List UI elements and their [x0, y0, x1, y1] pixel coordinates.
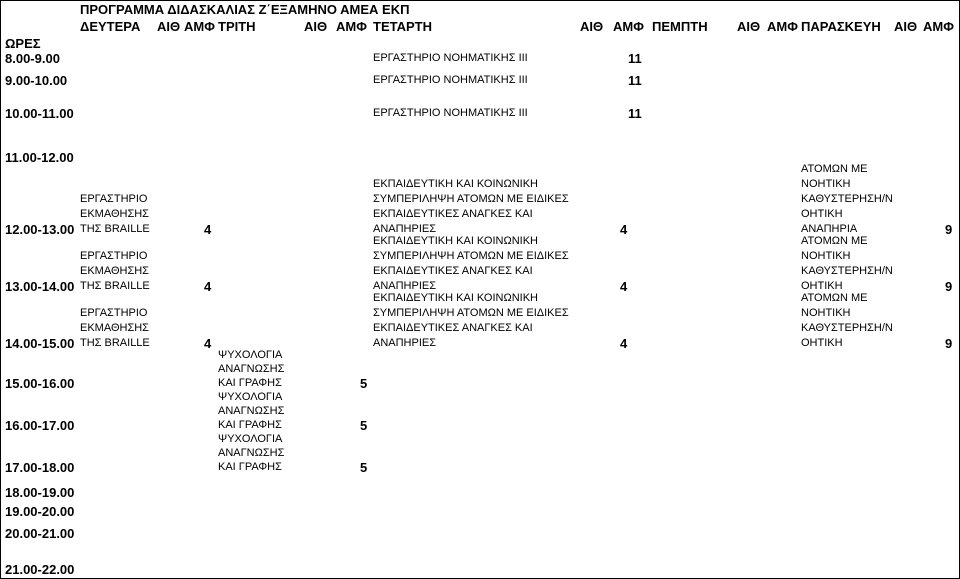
- course-line: ΚΑΘΥΣΤΕΡΗΣΗ/Ν: [801, 265, 893, 277]
- room-number: 4: [204, 279, 212, 294]
- header-mon-amph: ΑΜΦ: [184, 19, 215, 34]
- room-number: 11: [628, 51, 642, 66]
- grid-line: [0, 0, 960, 1]
- course-name: ΕΡΓΑΣΤΗΡΙΟ ΝΟΗΜΑΤΙΚΗΣ ΙΙΙ: [373, 107, 528, 119]
- room-number: 4: [204, 222, 212, 237]
- room-number: 4: [620, 336, 628, 351]
- room-number: 9: [945, 222, 953, 237]
- time-label: 21.00-22.00: [5, 562, 75, 577]
- course-line: ΑΝΑΠΗΡΙΕΣ: [373, 337, 437, 349]
- time-label: 15.00-16.00: [5, 376, 75, 391]
- course-line: ΑΤΟΜΩΝ ΜΕ: [801, 235, 868, 247]
- room-number: 11: [628, 106, 642, 121]
- time-label: 20.00-21.00: [5, 526, 75, 541]
- course-line: ΚΑΘΥΣΤΕΡΗΣΗ/Ν: [801, 322, 893, 334]
- time-label: 10.00-11.00: [5, 106, 74, 121]
- time-label: 14.00-15.00: [5, 336, 75, 351]
- course-line: ΑΝΑΠΗΡΙΕΣ: [373, 280, 437, 292]
- course-line: ΕΡΓΑΣΤΗΡΙΟ: [80, 193, 148, 205]
- course-line: ΕΚΠΑΙΔΕΥΤΙΚΗ ΚΑΙ ΚΟΙΝΩΝΙΚΗ: [373, 292, 538, 304]
- time-label: 8.00-9.00: [5, 51, 60, 66]
- course-line: ΣΥΜΠΕΡΙΛΗΨΗ ΑΤΟΜΩΝ ΜΕ ΕΙΔΙΚΕΣ: [373, 307, 569, 319]
- room-number: 5: [360, 418, 368, 433]
- page-title: ΠΡΟΓΡΑΜΜΑ ΔΙΔΑΣΚΑΛΙΑΣ Ζ΄ΕΞΑΜΗΝΟ ΑΜΕΑ ΕΚΠ: [80, 2, 410, 17]
- header-monday: ΔΕΥΤΕΡΑ: [80, 19, 141, 34]
- course-line: ΚΑΘΥΣΤΕΡΗΣΗ/Ν: [801, 193, 893, 205]
- header-thursday: ΠΕΜΠΤΗ: [652, 19, 708, 34]
- course-line: ΕΚΜΑΘΗΣΗΣ: [80, 208, 149, 220]
- course-line: ΕΚΠΑΙΔΕΥΤΙΚΕΣ ΑΝΑΓΚΕΣ ΚΑΙ: [373, 208, 533, 220]
- header-tue-amph: ΑΜΦ: [336, 19, 367, 34]
- course-line: ΝΟΗΤΙΚΗ: [801, 178, 851, 190]
- course-line: ΕΡΓΑΣΤΗΡΙΟ: [80, 307, 148, 319]
- header-thu-room: ΑΙΘ: [737, 19, 761, 34]
- course-line: ΝΟΗΤΙΚΗ: [801, 250, 851, 262]
- course-line: ΑΝΑΠΗΡΙΕΣ: [373, 223, 437, 235]
- room-number: 4: [620, 279, 628, 294]
- room-number: 4: [204, 336, 212, 351]
- time-label: 9.00-10.00: [5, 73, 68, 88]
- time-label: 19.00-20.00: [5, 504, 75, 519]
- header-wed-room: ΑΙΘ: [580, 19, 604, 34]
- header-wed-amph: ΑΜΦ: [613, 19, 644, 34]
- course-line: ΟΗΤΙΚΗ: [801, 208, 843, 220]
- course-line: ΕΚΠΑΙΔΕΥΤΙΚΕΣ ΑΝΑΓΚΕΣ ΚΑΙ: [373, 322, 533, 334]
- header-wednesday: ΤΕΤΑΡΤΗ: [373, 19, 432, 34]
- course-line: ΨΥΧΟΛΟΓΙΑ: [218, 349, 283, 361]
- course-line: ΚΑΙ ΓΡΑΦΗΣ: [218, 461, 282, 473]
- header-tuesday: ΤΡΙΤΗ: [218, 19, 256, 34]
- course-name: ΕΡΓΑΣΤΗΡΙΟ ΝΟΗΜΑΤΙΚΗΣ ΙΙΙ: [373, 74, 528, 86]
- header-mon-room: ΑΙΘ: [157, 19, 181, 34]
- course-line: ΕΚΠΑΙΔΕΥΤΙΚΕΣ ΑΝΑΓΚΕΣ ΚΑΙ: [373, 265, 533, 277]
- course-line: ΚΑΙ ΓΡΑΦΗΣ: [218, 419, 282, 431]
- course-line: ΑΝΑΓΝΩΣΗΣ: [218, 363, 285, 375]
- header-tue-room: ΑΙΘ: [304, 19, 328, 34]
- room-number: 5: [360, 460, 368, 475]
- hours-label: ΩΡΕΣ: [5, 36, 41, 51]
- room-number: 9: [945, 336, 953, 351]
- course-line: ΟΗΤΙΚΗ: [801, 280, 843, 292]
- course-line: ΝΟΗΤΙΚΗ: [801, 307, 851, 319]
- course-line: ΤΗΣ BRAILLE: [80, 280, 150, 292]
- course-line: ΕΚΠΑΙΔΕΥΤΙΚΗ ΚΑΙ ΚΟΙΝΩΝΙΚΗ: [373, 235, 538, 247]
- room-number: 11: [628, 73, 642, 88]
- room-number: 5: [360, 376, 368, 391]
- course-line: ΣΥΜΠΕΡΙΛΗΨΗ ΑΤΟΜΩΝ ΜΕ ΕΙΔΙΚΕΣ: [373, 193, 569, 205]
- time-label: 17.00-18.00: [5, 460, 75, 475]
- header-friday: ΠΑΡΑΣΚΕΥΗ: [801, 19, 881, 34]
- course-line: ΕΚΜΑΘΗΣΗΣ: [80, 322, 149, 334]
- time-label: 18.00-19.00: [5, 485, 75, 500]
- course-line: ΑΝΑΓΝΩΣΗΣ: [218, 447, 285, 459]
- grid-line: [0, 0, 1, 579]
- course-line: ΑΝΑΠΗΡΙΑ: [801, 223, 858, 235]
- course-line: ΑΝΑΓΝΩΣΗΣ: [218, 405, 285, 417]
- course-line: ΕΚΠΑΙΔΕΥΤΙΚΗ ΚΑΙ ΚΟΙΝΩΝΙΚΗ: [373, 178, 538, 190]
- course-line: ΕΡΓΑΣΤΗΡΙΟ: [80, 250, 148, 262]
- time-label: 12.00-13.00: [5, 222, 75, 237]
- room-number: 9: [945, 279, 953, 294]
- header-fri-amph: ΑΜΦ: [923, 19, 954, 34]
- course-line: ΤΗΣ BRAILLE: [80, 223, 150, 235]
- course-line: ΟΗΤΙΚΗ: [801, 337, 843, 349]
- course-name: ΕΡΓΑΣΤΗΡΙΟ ΝΟΗΜΑΤΙΚΗΣ ΙΙΙ: [373, 52, 528, 64]
- course-line: ΣΥΜΠΕΡΙΛΗΨΗ ΑΤΟΜΩΝ ΜΕ ΕΙΔΙΚΕΣ: [373, 250, 569, 262]
- course-line: ΤΗΣ BRAILLE: [80, 337, 150, 349]
- course-line: ΨΥΧΟΛΟΓΙΑ: [218, 433, 283, 445]
- course-line: ΚΑΙ ΓΡΑΦΗΣ: [218, 377, 282, 389]
- room-number: 4: [620, 222, 628, 237]
- header-fri-room: ΑΙΘ: [894, 19, 918, 34]
- course-line: ΨΥΧΟΛΟΓΙΑ: [218, 391, 283, 403]
- course-line: ΑΤΟΜΩΝ ΜΕ: [801, 292, 868, 304]
- time-label: 11.00-12.00: [5, 150, 74, 165]
- time-label: 16.00-17.00: [5, 418, 75, 433]
- course-line: ΑΤΟΜΩΝ ΜΕ: [801, 163, 868, 175]
- header-thu-amph: ΑΜΦ: [767, 19, 798, 34]
- time-label: 13.00-14.00: [5, 279, 75, 294]
- course-line: ΕΚΜΑΘΗΣΗΣ: [80, 265, 149, 277]
